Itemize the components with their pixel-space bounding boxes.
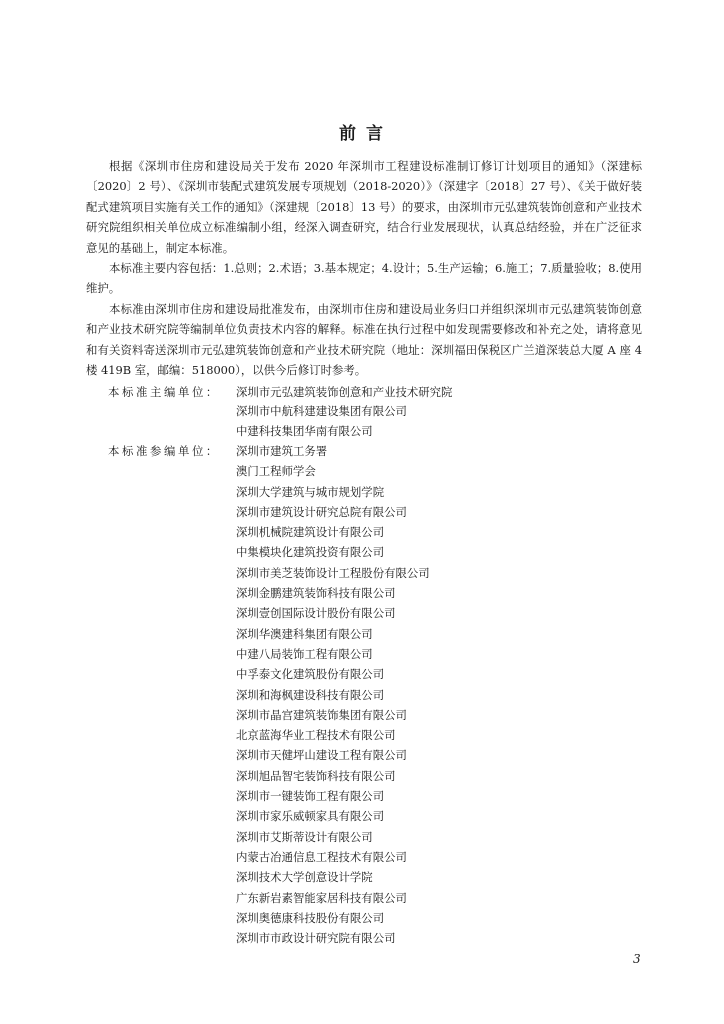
list-item: 中建八局装饰工程有限公司 [236, 646, 373, 661]
list-item: 深圳技术大学创意设计学院 [236, 870, 373, 885]
chief-units-label: 本标准主编单位： [108, 385, 220, 399]
list-item: 深圳大学建筑与城市规划学院 [236, 484, 385, 499]
list-item: 深圳市晶宫建筑装饰集团有限公司 [236, 707, 407, 722]
preface-body [86, 156, 642, 380]
list-item: 深圳市家乐威顿家具有限公司 [236, 809, 385, 824]
paragraph-basis: 根据《深圳市住房和建设局关于发布 2020 年深圳市工程建设标准制订修订计划项目的通知》（深建标〔2020〕2 号）、《深圳市装配式建筑发展专项规划（2018-2020）》（深建字〔2018〕27 号）、《关于做好装配式建筑项目实施有关工作的通知》（深建规〔2018〕13 号）的要求，由深圳市元弘建筑装饰创意和产业技术研究院组织相关单位成立标准编制小组，经深入调查研究，结合行业发展现状，认真总结经验，并在广泛征求意见的基础上，制定本标准。 [86, 159, 642, 255]
page-number: 3 [633, 952, 641, 966]
list-item: 深圳壹创国际设计股份有限公司 [236, 606, 396, 621]
list-item: 内蒙古冶通信息工程技术有限公司 [236, 849, 407, 864]
list-item: 深圳市建筑设计研究总院有限公司 [236, 504, 407, 519]
chief-units-section [86, 383, 642, 441]
list-item: 深圳市美芝装饰设计工程股份有限公司 [236, 565, 430, 580]
participating-units-label: 本标准参编单位： [108, 444, 220, 458]
list-item: 北京蓝海华业工程技术有限公司 [236, 728, 396, 743]
chief-units-list [236, 383, 452, 441]
paragraph-contents: 本标准主要内容包括：1.总则；2.术语；3.基本规定；4.设计；5.生产运输；6.施工；7.质量验收；8.使用维护。 [86, 261, 642, 296]
list-item: 深圳市元弘建筑装饰创意和产业技术研究院 [236, 385, 453, 399]
list-item: 深圳市一键装饰工程有限公司 [236, 789, 385, 804]
list-item: 深圳和海枫建设科技有限公司 [236, 687, 385, 702]
list-item: 深圳奥德康科技股份有限公司 [236, 910, 385, 925]
list-item: 深圳市市政设计研究院有限公司 [236, 931, 396, 946]
list-item: 中建科技集团华南有限公司 [236, 423, 373, 438]
participating-units-list [236, 441, 430, 948]
list-item: 深圳市中航科建建设集团有限公司 [236, 404, 407, 419]
list-item: 深圳机械院建筑设计有限公司 [236, 525, 385, 540]
list-item: 中孚泰文化建筑股份有限公司 [236, 667, 385, 682]
list-item: 深圳金鹏建筑装饰科技有限公司 [236, 586, 396, 601]
list-item: 深圳旭品智宅装饰科技有限公司 [236, 768, 396, 783]
list-item: 深圳市天健坪山建设工程有限公司 [236, 748, 407, 763]
paragraph-approval: 本标准由深圳市住房和建设局批准发布，由深圳市住房和建设局业务归口并组织深圳市元弘建筑装饰创意和产业技术研究院等编制单位负责技术内容的解释。标准在执行过程中如发现需要修改和补充之处，请将意见和有关资料寄送深圳市元弘建筑装饰创意和产业技术研究院（地址：深圳福田保税区广兰道深装总大厦 A 座 4 楼 419B 室，邮编：518000），以供今后修订时参考。 [86, 301, 642, 378]
list-item: 中集模块化建筑投资有限公司 [236, 545, 385, 560]
list-item: 深圳华澳建科集团有限公司 [236, 626, 373, 641]
list-item: 深圳市建筑工务署 [236, 444, 328, 458]
participating-units-section [86, 441, 642, 948]
list-item: 澳门工程师学会 [236, 464, 316, 479]
page-title: 前 言 [339, 124, 385, 145]
list-item: 深圳市艾斯蒂设计有限公司 [236, 829, 373, 844]
list-item: 广东新岩素智能家居科技有限公司 [236, 890, 407, 905]
